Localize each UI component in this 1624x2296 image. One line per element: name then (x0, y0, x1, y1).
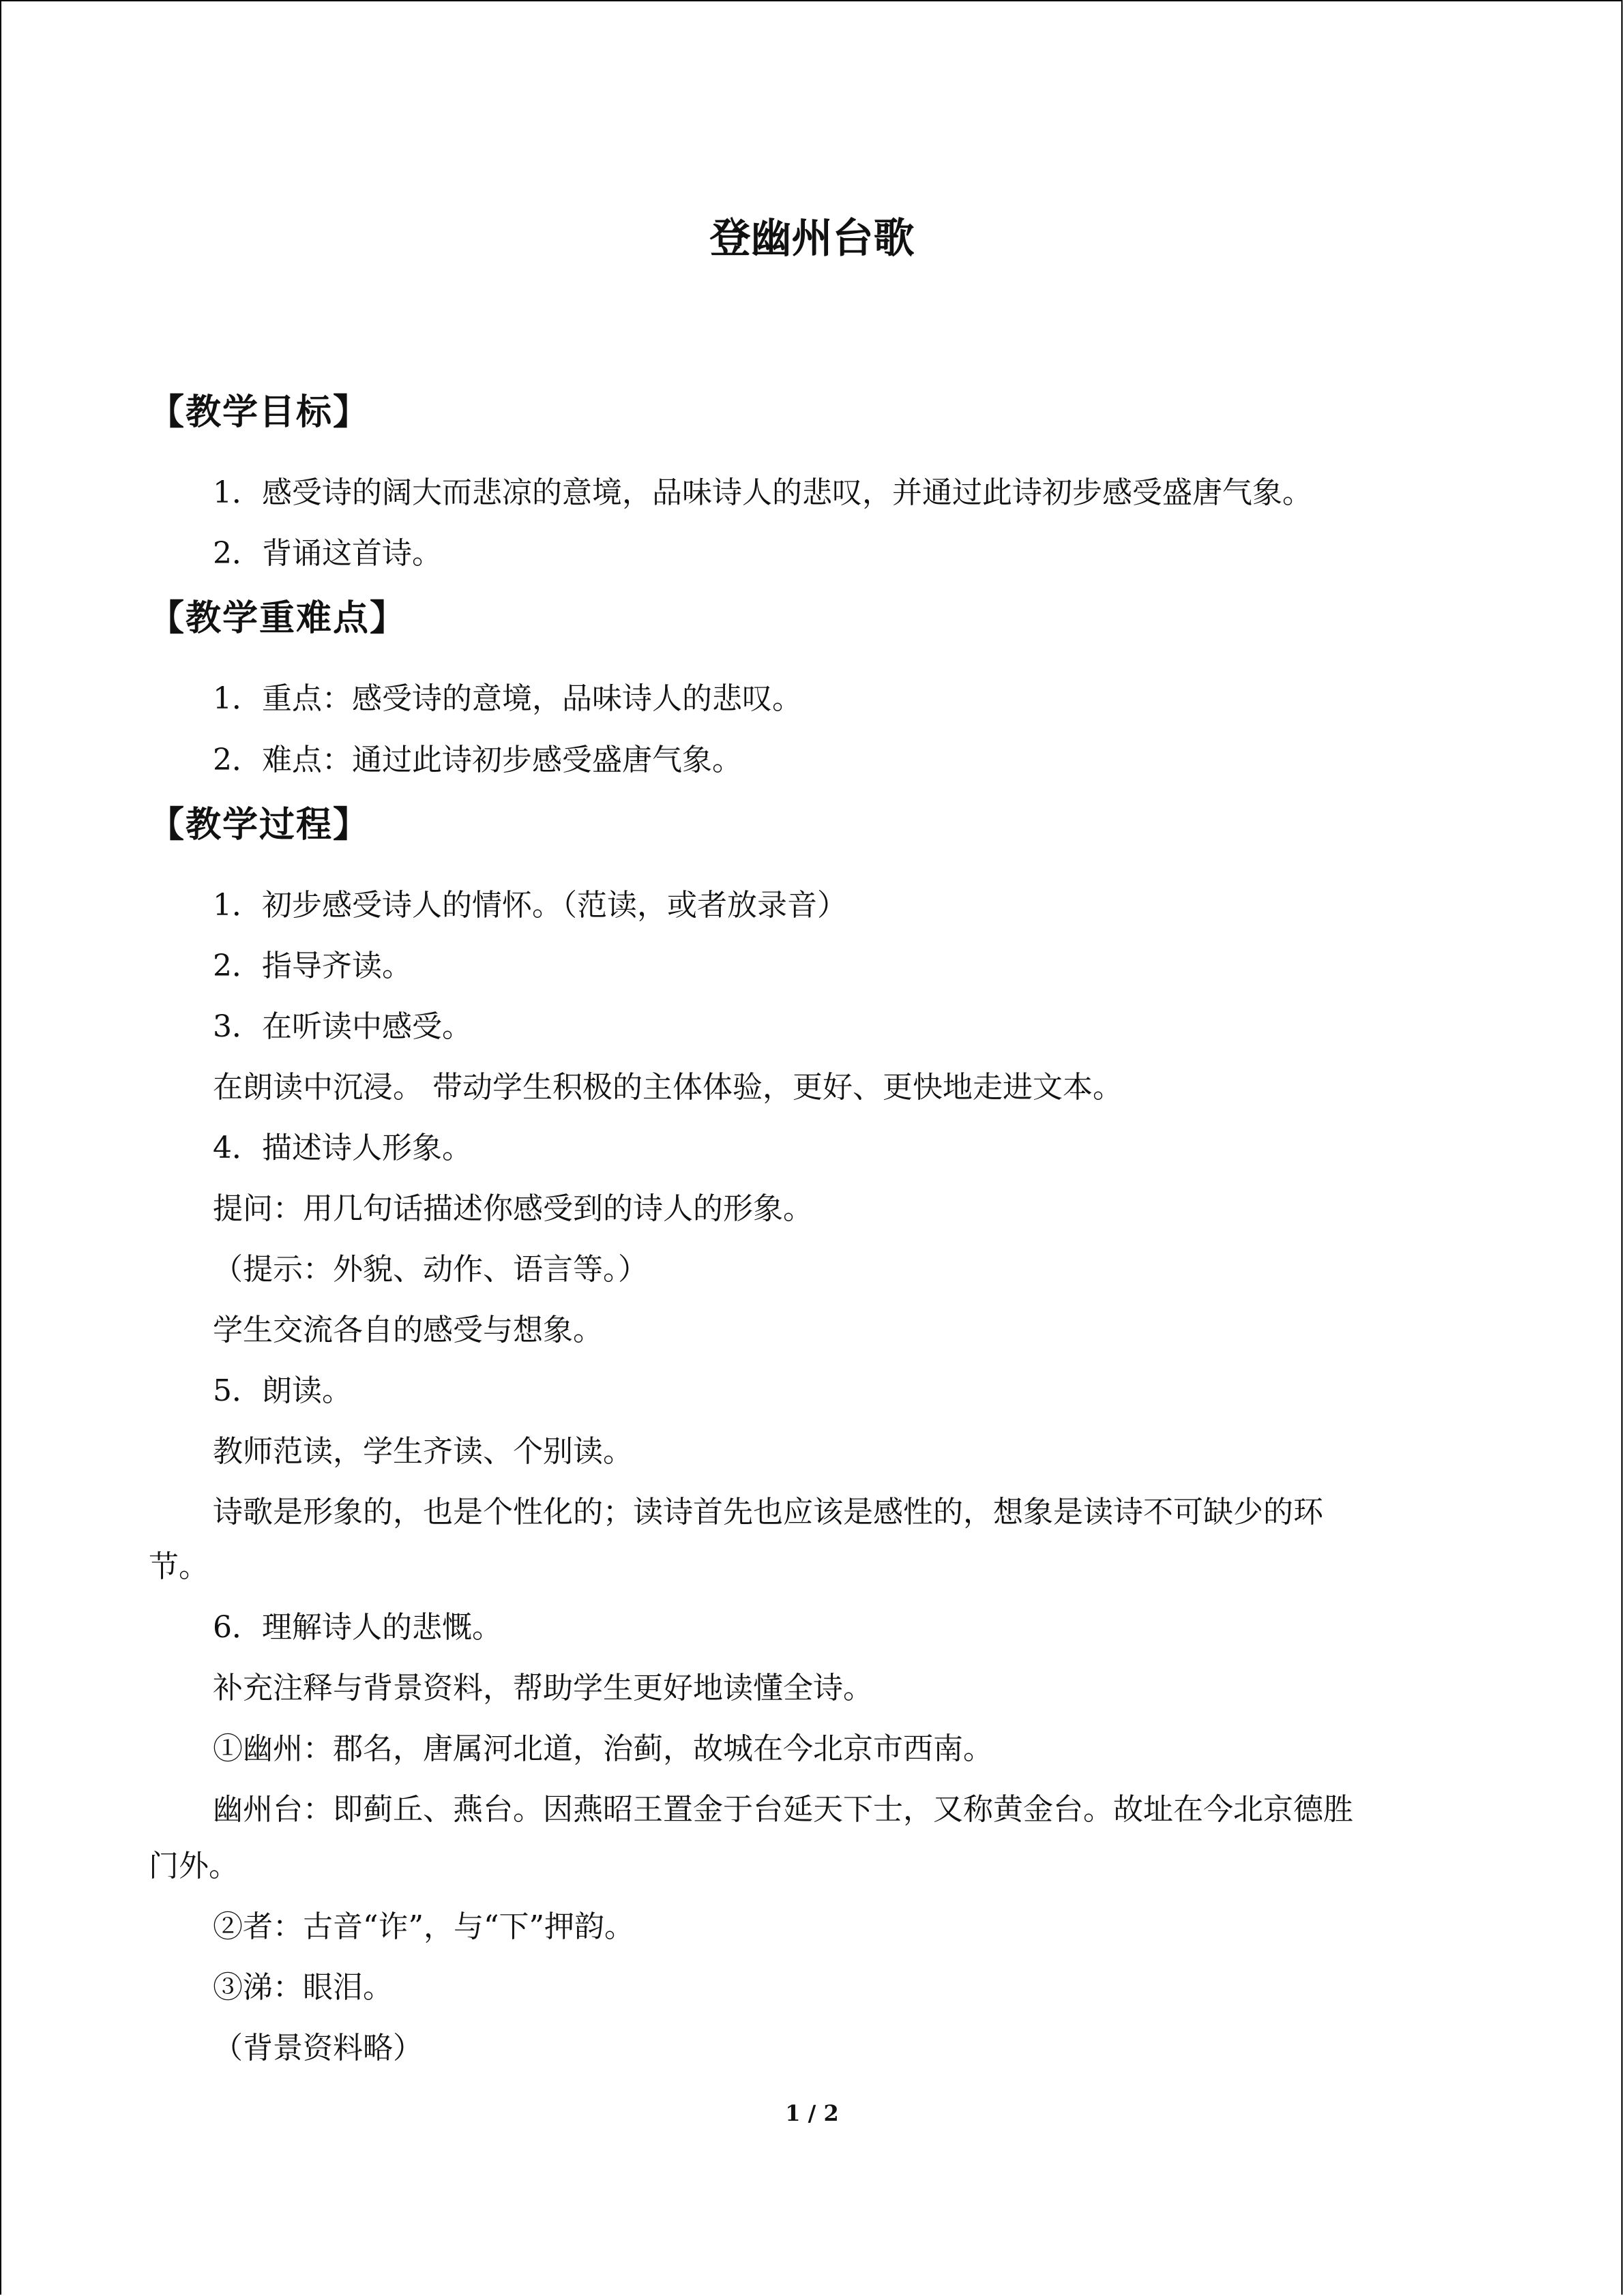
goal-item-1: 1．感受诗的阔大而悲凉的意境，品味诗人的悲叹，并通过此诗初步感受盛唐气象。 (213, 475, 1312, 510)
process-line: 5．朗读。 (213, 1373, 352, 1408)
process-line: 补充注释与背景资料，帮助学生更好地读懂全诗。 (213, 1671, 873, 1705)
document-title: 登幽州台歌 (709, 215, 915, 263)
section-heading-goals: 【教学目标】 (149, 392, 370, 433)
process-line: 1．初步感受诗人的情怀。（范读，或者放录音） (213, 888, 847, 923)
process-line: 6．理解诗人的悲慨。 (213, 1610, 502, 1645)
key-point-item-2: 2．难点：通过此诗初步感受盛唐气象。 (213, 743, 742, 777)
process-line: 诗歌是形象的，也是个性化的；读诗首先也应该是感性的，想象是读诗不可缺少的环 (213, 1495, 1323, 1530)
process-line-continuation: 门外。 (149, 1849, 239, 1883)
process-line: ②者：古音“诈”，与“下”押韵。 (213, 1909, 634, 1944)
process-line: 在朗读中沉浸。 带动学生积极的主体体验，更好、更快地走进文本。 (213, 1070, 1123, 1105)
section-heading-key-points: 【教学重难点】 (149, 598, 407, 639)
process-line: 4．描述诗人形象。 (213, 1131, 472, 1165)
process-line: 幽州台：即蓟丘、燕台。因燕昭王置金于台延天下士，又称黄金台。故址在今北京德胜 (213, 1792, 1353, 1827)
process-line-continuation: 节。 (149, 1549, 209, 1584)
process-line: 2．指导齐读。 (213, 949, 412, 983)
process-line: （提示：外貌、动作、语言等。） (213, 1252, 648, 1287)
page-number: 1 / 2 (785, 2100, 839, 2126)
process-line: （背景资料略） (213, 2031, 423, 2066)
section-heading-process: 【教学过程】 (149, 805, 370, 846)
key-point-item-1: 1．重点：感受诗的意境，品味诗人的悲叹。 (213, 681, 802, 716)
process-line: 3．在听读中感受。 (213, 1009, 472, 1044)
goal-item-2: 2．背诵这首诗。 (213, 536, 442, 571)
process-line: 提问：用几句话描述你感受到的诗人的形象。 (213, 1191, 813, 1226)
process-line: 教师范读，学生齐读、个别读。 (213, 1434, 633, 1469)
process-line: ①幽州：郡名，唐属河北道，治蓟，故城在今北京市西南。 (213, 1731, 993, 1766)
process-line: 学生交流各自的感受与想象。 (213, 1313, 603, 1347)
process-line: ③涕：眼泪。 (213, 1970, 393, 2005)
